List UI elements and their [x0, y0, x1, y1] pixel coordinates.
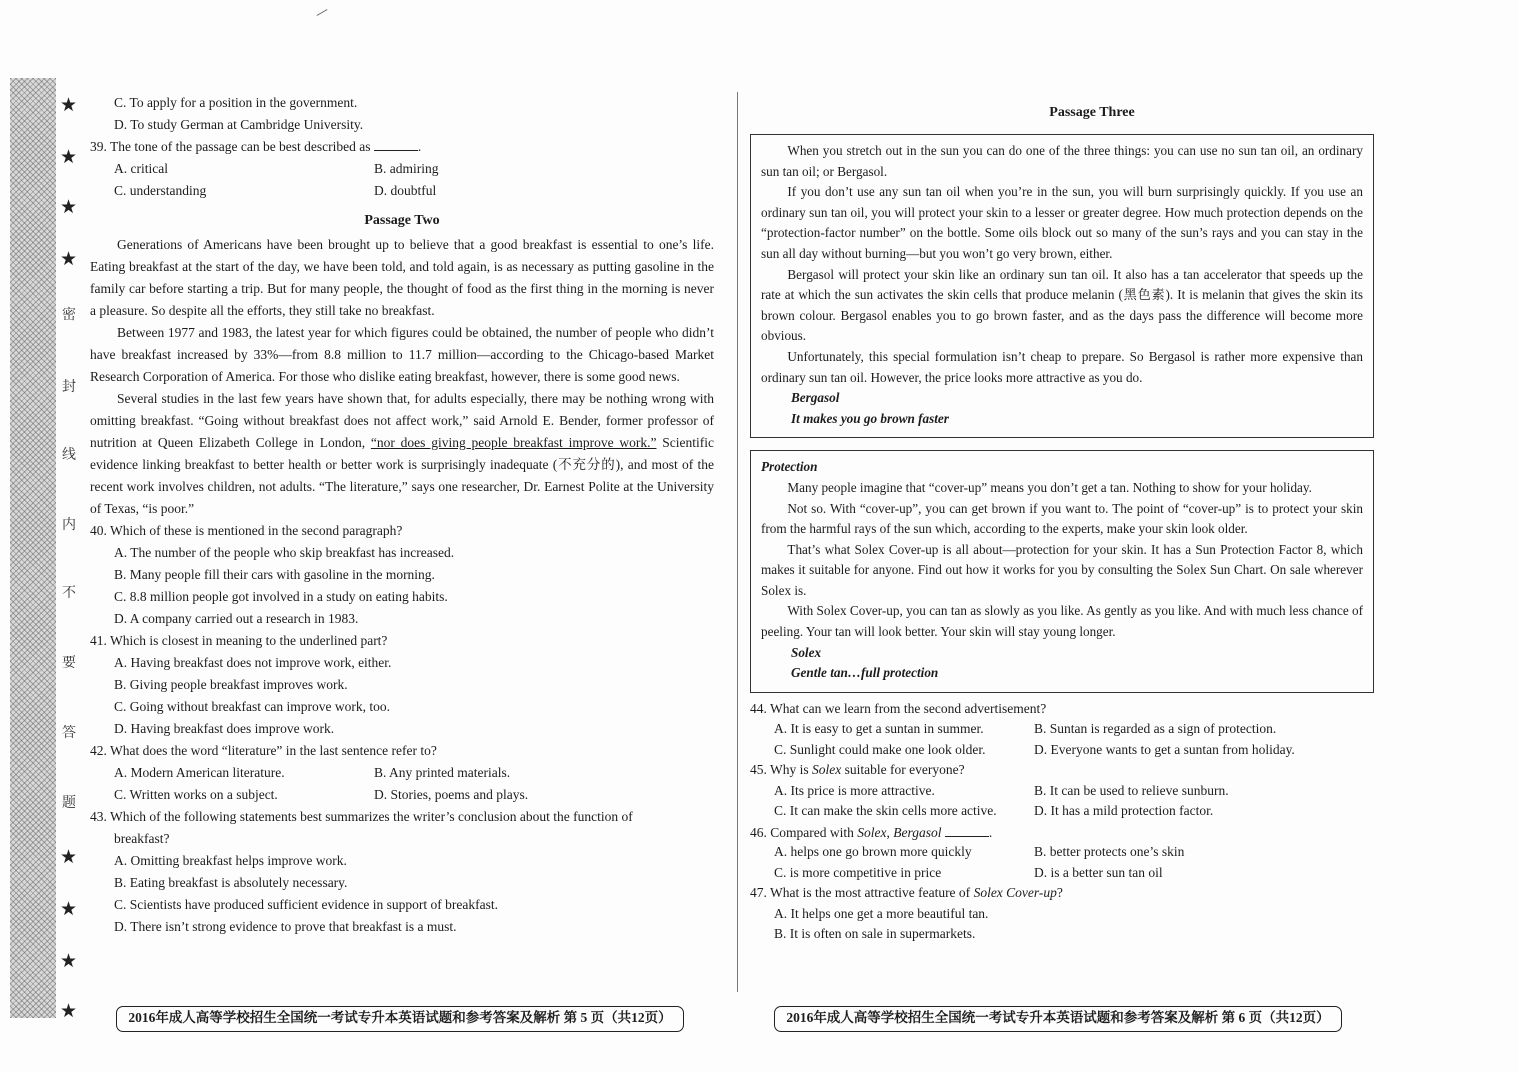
q39-option-d: D. doubtful: [374, 183, 437, 198]
q47-option-b: B. It is often on sale in supermarkets.: [774, 926, 976, 942]
underlined-quote: “nor does giving people breakfast improve work.”: [370, 435, 657, 450]
q42-options-row1: [90, 762, 714, 784]
star-icon: ★: [60, 248, 78, 270]
q46-option-c: C. is more competitive in price: [774, 864, 942, 880]
q45-option-c: C. It can make the skin cells more active.: [774, 803, 997, 819]
passage-two-para-1: Generations of Americans have been brought up to believe that a good breakfast is essential to one’s life. Eating breakfast at the start of the day, we have been told, and told again, is as necessary as putting gasoline in the family car before starting a trip. But for many people, the thought of food as the first thing in the morning is never a pleasure. So despite all the efforts, they still take no breakfast.: [90, 237, 714, 318]
ad2-para-3: That’s what Solex Cover-up is all about—protection for your skin. It has a Sun Protection Factor 8, which makes it suitable for anyone. Find out how it works for you by consulting the Solex Sun Chart. On sale wherever Solex is.: [761, 541, 1363, 598]
q43-stem-line2: breakfast?: [114, 831, 170, 846]
ad1-para-2: If you don’t use any sun tan oil when you’re in the sun, you will burn surprisingly quickly. If you use an ordinary sun tan oil, you will protect your skin to a lesser or greater degree. How much protection depends on the “protection-factor number” on the bottle. Some oils block out so many of the sun’s rays and you can stay in the sun all day without burning—but you won’t go very brown, either.: [761, 184, 1363, 261]
q47-stem: [750, 883, 1374, 904]
star-icon: ★: [60, 898, 78, 920]
q45-stem-brand: Solex: [812, 762, 842, 778]
q39-option-c: C. understanding: [114, 183, 207, 198]
star-icon: ★: [60, 1000, 78, 1022]
q40-option-c: C. 8.8 million people got involved in a study on eating habits.: [114, 589, 448, 604]
ad2-heading: Protection: [761, 459, 818, 475]
q46-stem-brand-2: Bergasol: [893, 824, 942, 840]
star-icon: ★: [60, 146, 78, 168]
q45-option-b: B. It can be used to relieve sunburn.: [1034, 782, 1229, 798]
binding-strip: [10, 78, 56, 1018]
para-3-text-b: Scientific evidence linking breakfast to better health or better work is surprisingly inadequate (不充分的), and most of the recent work involves children, not adults. “The literature,” says one researcher, Dr. Earnest Polite at the University of Texas, “is poor.”: [90, 435, 714, 516]
q40-stem: 40. Which of these is mentioned in the second paragraph?: [90, 523, 403, 538]
scan-mark: [317, 9, 328, 16]
q41-stem: 41. Which is closest in meaning to the underlined part?: [90, 633, 388, 648]
q46-stem-a: 46. Compared with: [750, 824, 858, 840]
q45-options-row1: [750, 781, 1374, 802]
q46-option-b: B. better protects one’s skin: [1034, 844, 1185, 860]
q41-option-a: A. Having breakfast does not improve work, either.: [114, 655, 392, 670]
q40-option-a: A. The number of the people who skip breakfast has increased.: [114, 545, 455, 560]
seal-char: 题: [62, 795, 76, 811]
q44-option-d: D. Everyone wants to get a suntan from holiday.: [1034, 741, 1295, 757]
binding-marks: [56, 80, 82, 1020]
q42-options-row2: [90, 784, 714, 806]
q45-stem: [750, 760, 1374, 781]
seal-char: 封: [62, 379, 76, 395]
star-icon: ★: [60, 94, 78, 116]
q45-stem-a: 45. Why is: [750, 762, 813, 778]
seal-char: 线: [62, 447, 76, 463]
answer-blank: [374, 136, 418, 151]
ad2-brand: Solex: [791, 644, 822, 660]
star-icon: ★: [60, 196, 78, 218]
ad1-brand: Bergasol: [791, 390, 840, 406]
q43-option-b: B. Eating breakfast is absolutely necessary.: [114, 875, 348, 890]
q44-option-b: B. Suntan is regarded as a sign of protection.: [1034, 721, 1277, 737]
left-page: [90, 92, 714, 938]
q46-stem-b: ,: [886, 824, 894, 840]
q39-stem: [90, 136, 714, 158]
q42-option-b: B. Any printed materials.: [374, 765, 511, 780]
passage-two-para-3: [90, 388, 714, 520]
q46-stem-brand-1: Solex: [857, 824, 887, 840]
ad2-para-1: Many people imagine that “cover-up” means you don’t get a tan. Nothing to show for your holiday.: [787, 479, 1312, 495]
q45-options-row2: [750, 801, 1374, 822]
q41-option-b: B. Giving people breakfast improves work.: [114, 677, 348, 692]
q47-stem-a: 47. What is the most attractive feature of: [750, 885, 974, 901]
q38-option-d: D. To study German at Cambridge University.: [114, 117, 364, 132]
q43-stem-line1: 43. Which of the following statements best summarizes the writer’s conclusion about the function of: [90, 809, 633, 824]
passage-three-title: Passage Three: [1049, 105, 1135, 120]
q43-option-c: C. Scientists have produced sufficient evidence in support of breakfast.: [114, 897, 499, 912]
q45-option-a: A. Its price is more attractive.: [774, 782, 935, 798]
q43-option-a: A. Omitting breakfast helps improve work.: [114, 853, 347, 868]
q42-stem: 42. What does the word “literature” in the last sentence refer to?: [90, 743, 437, 758]
ad1-para-3: Bergasol will protect your skin like an ordinary sun tan oil. It also has a tan accelerator that speeds up the rate at which the sun activates the skin cells that produce melanin (黑色素). It is melanin that gives the skin its brown colour. Bergasol enables you to go brown faster, and as the days pass the difference will become more obvious.: [761, 266, 1363, 344]
q44-option-a: A. It is easy to get a suntan in summer.: [774, 721, 984, 737]
star-icon: ★: [60, 950, 78, 972]
star-icon: ★: [60, 846, 78, 868]
q47-option-a: A. It helps one get a more beautiful tan.: [774, 905, 989, 921]
q39-options-row1: [90, 158, 714, 180]
q38-option-c: C. To apply for a position in the government.: [114, 95, 358, 110]
q39-stem-text: 39. The tone of the passage can be best described as: [90, 139, 371, 154]
q47-stem-brand: Solex Cover-up: [973, 885, 1057, 901]
seal-char: 答: [62, 725, 76, 741]
q46-stem: [750, 822, 1374, 843]
q40-option-d: D. A company carried out a research in 1983.: [114, 611, 359, 626]
ad2-para-4: With Solex Cover-up, you can tan as slowly as you like. As gently as you like. And with much less chance of peeling. Your tan will look better. Your skin will stay young longer.: [761, 603, 1363, 640]
q44-options-row2: [750, 740, 1374, 761]
q41-option-c: C. Going without breakfast can improve work, too.: [114, 699, 390, 714]
q41-option-d: D. Having breakfast does improve work.: [114, 721, 335, 736]
q47-stem-b: ?: [1056, 885, 1063, 901]
page-divider: [737, 92, 738, 992]
ad1-para-4: Unfortunately, this special formulation isn’t cheap to prepare. So Bergasol is rather more expensive than ordinary sun tan oil. However, the price looks more attractive as you do.: [761, 348, 1363, 385]
right-page: [750, 100, 1374, 945]
ad2-slogan: Gentle tan…full protection: [791, 665, 939, 681]
q46-stem-c: .: [988, 824, 993, 840]
footer-page-6: 2016年成人高等学校招生全国统一考试专升本英语试题和参考答案及解析 第 6 页（共12页）: [774, 1006, 1342, 1032]
q46-option-d: D. is a better sun tan oil: [1034, 864, 1163, 880]
q42-option-a: A. Modern American literature.: [114, 765, 285, 780]
solex-ad: [750, 450, 1374, 693]
q45-stem-b: suitable for everyone?: [841, 762, 965, 778]
q42-option-c: C. Written works on a subject.: [114, 787, 278, 802]
para-3-text-a: Several studies in the last few years have shown that, for adults especially, there may be nothing wrong with omitting breakfast. “Going without breakfast does not affect work,” said Arnold E. Bender, former professor of nutrition at Queen Elizabeth College in London,: [90, 391, 714, 450]
answer-blank: [945, 822, 989, 837]
q39-stem-end: .: [417, 139, 422, 154]
ad2-para-2: Not so. With “cover-up”, you can get brown if you want to. The point of “cover-up” is to protect your skin from the harmful rays of the sun which, according to the experts, make your skin look older.: [761, 500, 1363, 537]
q44-options-row1: [750, 719, 1374, 740]
q46-options-row1: [750, 842, 1374, 863]
q39-option-b: B. admiring: [374, 161, 439, 176]
ad1-para-1: When you stretch out in the sun you can do one of the three things: you can use no sun tan oil, an ordinary sun tan oil; or Bergasol.: [761, 143, 1363, 179]
bergasol-ad: [750, 134, 1374, 438]
ad1-slogan: It makes you go brown faster: [791, 410, 949, 426]
q44-option-c: C. Sunlight could make one look older.: [774, 741, 986, 757]
q42-option-d: D. Stories, poems and plays.: [374, 787, 529, 802]
q44-stem: 44. What can we learn from the second advertisement?: [750, 700, 1047, 716]
passage-two-para-2: Between 1977 and 1983, the latest year for which figures could be obtained, the number of people who didn’t have breakfast increased by 33%—from 8.8 million to 11.7 million—according to the Chicago-based Market Research Corporation of America. For those who dislike eating breakfast, however, there is some good news.: [90, 325, 714, 384]
seal-char: 密: [62, 307, 76, 323]
seal-char: 内: [62, 517, 76, 533]
q43-option-d: D. There isn’t strong evidence to prove that breakfast is a must.: [114, 919, 457, 934]
passage-two-title: Passage Two: [364, 213, 440, 228]
q39-option-a: A. critical: [114, 161, 168, 176]
q45-option-d: D. It has a mild protection factor.: [1034, 803, 1214, 819]
q39-options-row2: [90, 180, 714, 202]
q46-option-a: A. helps one go brown more quickly: [774, 844, 972, 860]
q46-options-row2: [750, 863, 1374, 884]
q40-option-b: B. Many people fill their cars with gasoline in the morning.: [114, 567, 435, 582]
seal-char: 不: [62, 585, 76, 601]
footer-page-5: 2016年成人高等学校招生全国统一考试专升本英语试题和参考答案及解析 第 5 页（共12页）: [116, 1006, 684, 1032]
seal-char: 要: [62, 655, 76, 671]
